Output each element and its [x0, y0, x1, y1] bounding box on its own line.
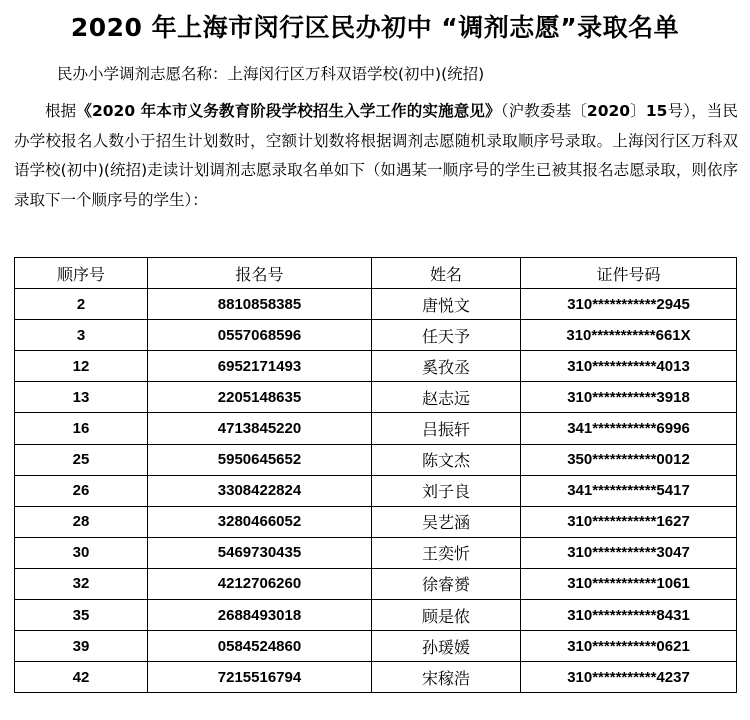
policy-document-reference: 《2020 年本市义务教育阶段学校招生入学工作的实施意见》: [76, 102, 501, 120]
table-header-row: [15, 258, 737, 289]
reg-cell: 0557068596: [148, 320, 372, 351]
school-subtitle: 民办小学调剂志愿名称：上海闵行区万科双语学校(初中)(统招): [57, 65, 485, 83]
reg-cell: 6952171493: [148, 351, 372, 382]
seq-cell: 2: [15, 289, 148, 320]
name-cell: 赵志远: [372, 382, 521, 413]
document-number-prefix: （沪教委基〔: [500, 102, 587, 120]
id-cell: 310***********8431: [521, 600, 737, 631]
id-cell: 310***********661X: [521, 320, 737, 351]
document-number-bracket: 〕: [630, 102, 646, 120]
notice-paragraph: [14, 97, 738, 215]
table-row: [15, 568, 737, 599]
reg-cell: 3280466052: [148, 506, 372, 537]
id-cell: 350***********0012: [521, 444, 737, 475]
name-cell: 吴艺涵: [372, 506, 521, 537]
name-cell: 孙瑗媛: [372, 631, 521, 662]
seq-cell: 35: [15, 600, 148, 631]
table-row: [15, 444, 737, 475]
reg-cell: 2205148635: [148, 382, 372, 413]
seq-cell: 28: [15, 506, 148, 537]
seq-cell: 16: [15, 413, 148, 444]
id-cell: 341***********5417: [521, 475, 737, 506]
name-cell: 徐睿赟: [372, 568, 521, 599]
id-cell: 310***********3918: [521, 382, 737, 413]
document-number-year: 2020: [586, 102, 631, 120]
paragraph-prefix: 根据: [45, 102, 77, 120]
reg-cell: 2688493018: [148, 600, 372, 631]
seq-cell: 39: [15, 631, 148, 662]
seq-cell: 32: [15, 568, 148, 599]
column-header-id: 证件号码: [521, 258, 737, 289]
seq-cell: 3: [15, 320, 148, 351]
table-row: [15, 537, 737, 568]
table-row: [15, 475, 737, 506]
name-cell: 陈文杰: [372, 444, 521, 475]
name-cell: 奚孜丞: [372, 351, 521, 382]
table-row: [15, 662, 737, 693]
page-title: 2020 年上海市闵行区民办初中 “调剂志愿”录取名单: [70, 13, 680, 42]
reg-cell: 5469730435: [148, 537, 372, 568]
column-header-name: 姓名: [372, 258, 521, 289]
table-row: [15, 351, 737, 382]
reg-cell: 5950645652: [148, 444, 372, 475]
reg-cell: 7215516794: [148, 662, 372, 693]
column-header-reg: 报名号: [148, 258, 372, 289]
table-row: [15, 382, 737, 413]
table-row: [15, 289, 737, 320]
table-row: [15, 413, 737, 444]
table-row: [15, 320, 737, 351]
reg-cell: 8810858385: [148, 289, 372, 320]
seq-cell: 12: [15, 351, 148, 382]
table-row: [15, 631, 737, 662]
id-cell: 310***********1061: [521, 568, 737, 599]
reg-cell: 0584524860: [148, 631, 372, 662]
id-cell: 310***********4237: [521, 662, 737, 693]
name-cell: 任天予: [372, 320, 521, 351]
seq-cell: 13: [15, 382, 148, 413]
name-cell: 顾是侬: [372, 600, 521, 631]
seq-cell: 42: [15, 662, 148, 693]
column-header-seq: 顺序号: [15, 258, 148, 289]
id-cell: 310***********4013: [521, 351, 737, 382]
admission-list-table: [14, 257, 737, 693]
id-cell: 310***********0621: [521, 631, 737, 662]
reg-cell: 4713845220: [148, 413, 372, 444]
seq-cell: 25: [15, 444, 148, 475]
reg-cell: 3308422824: [148, 475, 372, 506]
name-cell: 吕振轩: [372, 413, 521, 444]
id-cell: 310***********1627: [521, 506, 737, 537]
id-cell: 310***********3047: [521, 537, 737, 568]
id-cell: 310***********2945: [521, 289, 737, 320]
id-cell: 341***********6996: [521, 413, 737, 444]
name-cell: 刘子良: [372, 475, 521, 506]
document-number: 15: [645, 102, 668, 120]
name-cell: 唐悦文: [372, 289, 521, 320]
table-row: [15, 600, 737, 631]
paragraph-body: 号），当民办学校报名人数小于招生计划数时，空额计划数将根据调剂志愿随机录取顺序号录取。上海闵行区万科双语学校(初中)(统招)走读计划调剂志愿录取名单如下（如遇某一顺序号的学生已被其报名志愿录取，则依序录取下一个顺序号的学生）：: [14, 102, 738, 209]
name-cell: 王奕忻: [372, 537, 521, 568]
reg-cell: 4212706260: [148, 568, 372, 599]
seq-cell: 30: [15, 537, 148, 568]
table-row: [15, 506, 737, 537]
name-cell: 宋稼浩: [372, 662, 521, 693]
seq-cell: 26: [15, 475, 148, 506]
